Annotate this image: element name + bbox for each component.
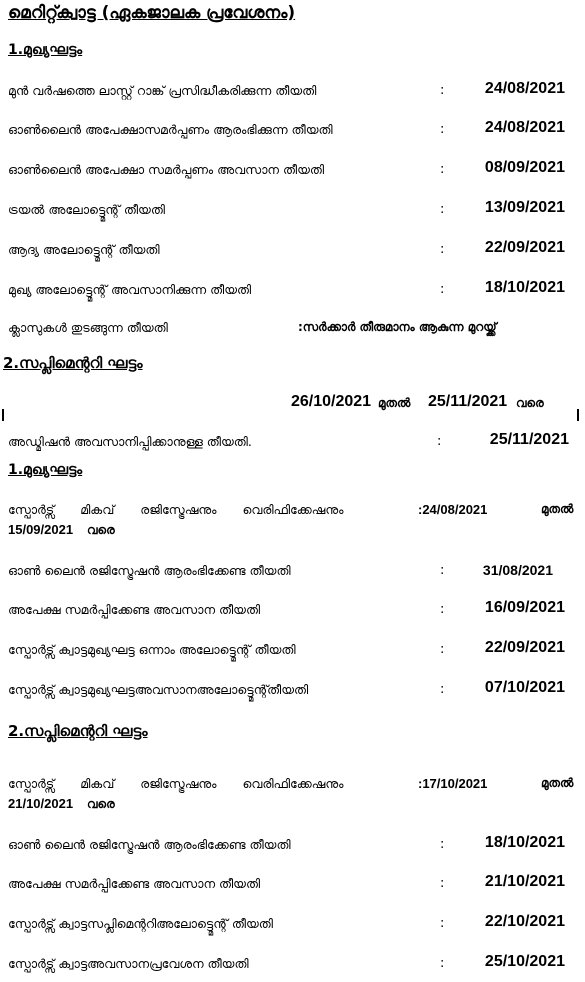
sports-supp-reg-from-date: :17/10/2021 (418, 776, 488, 791)
sports-supp-row-label: അപേക്ഷ സമർപ്പിക്കേണ്ട അവസാന തീയതി (8, 876, 261, 891)
sports-row-colon: : (440, 642, 445, 657)
sports-reg-from-date: :24/08/2021 (418, 502, 488, 517)
sports-supp-row-label: സ്പോർട്സ് ക്വാട്ടഅവസാനപ്രവേശന തീയതി (8, 956, 249, 971)
sports-row-colon: : (440, 602, 445, 617)
sports-supp-row-colon: : (440, 956, 445, 971)
sports-supp-row-label: സ്പോർട്സ് ക്വാട്ടസപ്ലിമെന്ററിഅലോട്ട്മെന്റ് തീയതി (8, 916, 273, 931)
merit-row-colon: : (440, 282, 445, 297)
sports-supp-row-date: 22/10/2021 (484, 913, 565, 930)
left-edge-mark (2, 409, 4, 421)
merit-supp-to-date: 25/11/2021 (428, 393, 508, 410)
merit-row-label: മുഖ്യ അലോട്ട്മെന്റ് അവസാനിക്കുന്ന തീയതി (8, 282, 252, 297)
merit-row-colon: : (440, 83, 445, 98)
class-start-label: ക്ലാസുകൾ തുടങ്ങുന്ന തീയതി (8, 320, 168, 335)
merit-supp-heading: 2.സപ്ലിമെന്ററി ഘട്ടം (3, 354, 143, 372)
merit-row-label: മുൻ വർഷത്തെ ലാസ്റ്റ് റാങ്ക് പ്രസിദ്ധീകരിക്കുന്ന തീയതി (8, 83, 317, 98)
merit-main-heading: 1.മുഖ്യഘട്ടം (8, 42, 83, 58)
merit-row-label: ആദ്യ അലോട്ട്മെന്റ് തീയതി (8, 242, 160, 257)
class-start-value: :സർക്കാർ തീരുമാനം ആകുന്ന മുറയ്ക്ക് (298, 320, 497, 334)
sports-supp-row-date: 21/10/2021 (484, 873, 565, 890)
merit-row-label: ട്രയൽ അലോട്ട്മെന്റ് തീയതി (8, 202, 165, 217)
sports-supp-reg-to-word: വരെ (87, 797, 115, 811)
sports-row-label: ഓൺ ലൈൻ രജിസ്ട്രേഷൻ ആരംഭിക്കേണ്ട തീയതി (8, 563, 291, 578)
sports-supp-reg-from-word: മുതൽ (541, 776, 574, 790)
sports-reg-from-word: മുതൽ (541, 502, 574, 516)
sports-supp-reg-label: സ്പോർട്സ് മികവ് രജിസ്ട്രേഷനും വെരിഫിക്കേഷനും (8, 776, 344, 791)
sports-supp-row-label: ഓൺ ലൈൻ രജിസ്ട്രേഷൻ ആരംഭിക്കേണ്ട തീയതി (8, 837, 291, 852)
admission-end-date: 25/11/2021 (489, 431, 569, 448)
admission-end-label: അഡ്മിഷൻ അവസാനിപ്പിക്കാനുള്ള തീയതി. (8, 434, 252, 449)
page-title: മെറിറ്റ്ക്വാട്ട (ഏകജാലക പ്രവേശനം) (8, 3, 296, 23)
admission-end-colon: : (437, 434, 442, 449)
merit-row-colon: : (440, 242, 445, 257)
merit-supp-from-date: 26/10/2021 (291, 393, 372, 410)
sports-row-date: 22/09/2021 (484, 639, 565, 656)
sports-row-date: 16/09/2021 (484, 599, 565, 616)
merit-supp-to-word: വരെ (516, 396, 544, 410)
sports-supp-reg-to-date: 21/10/2021 (8, 796, 74, 811)
merit-row-label: ഓൺലൈൻ അപേക്ഷാസമർപ്പണം ആരംഭിക്കുന്ന തീയതി (8, 122, 333, 137)
merit-row-date: 08/09/2021 (484, 159, 565, 176)
merit-row-date: 18/10/2021 (484, 279, 565, 296)
sports-row-label: സ്പോർട്സ് ക്വാട്ടമുഖ്യഘട്ട ഒന്നാം അലോട്ട്മെന്റ് തീയതി (8, 642, 296, 657)
sports-supp-row-date: 25/10/2021 (484, 953, 565, 970)
sports-reg-label: സ്പോർട്സ് മികവ് രജിസ്ട്രേഷനും വെരിഫിക്കേഷനും (8, 502, 344, 517)
sports-row-date: 07/10/2021 (484, 679, 565, 696)
merit-row-date: 13/09/2021 (484, 199, 565, 216)
merit-row-date: 24/08/2021 (484, 119, 565, 136)
merit-row-date: 22/09/2021 (484, 239, 565, 256)
sports-supp-row-colon: : (440, 916, 445, 931)
merit-row-colon: : (440, 202, 445, 217)
sports-reg-to-date: 15/09/2021 (8, 522, 74, 537)
sports-row-colon: : (440, 563, 445, 578)
merit-row-colon: : (440, 122, 445, 137)
merit-row-label: ഓൺലൈൻ അപേക്ഷാ സമർപ്പണം അവസാന തീയതി (8, 162, 325, 177)
sports-supp-row-date: 18/10/2021 (484, 834, 565, 851)
sports-row-date: 31/08/2021 (482, 562, 553, 578)
merit-row-date: 24/08/2021 (484, 80, 565, 97)
sports-supp-row-colon: : (440, 837, 445, 852)
sports-supp-heading: 2.സപ്ലിമെന്ററി ഘട്ടം (8, 722, 148, 740)
sports-row-colon: : (440, 682, 445, 697)
right-edge-mark (577, 409, 579, 421)
sports-supp-row-colon: : (440, 876, 445, 891)
sports-row-label: അപേക്ഷ സമർപ്പിക്കേണ്ട അവസാന തീയതി (8, 602, 261, 617)
sports-row-label: സ്പോർട്സ് ക്വാട്ടമുഖ്യഘട്ടഅവസാനഅലോട്ട്മെന്റ്തീയതി (8, 682, 309, 697)
merit-row-colon: : (440, 162, 445, 177)
sports-reg-to-word: വരെ (87, 523, 115, 537)
sports-main-heading: 1.മുഖ്യഘട്ടം (8, 462, 83, 478)
merit-supp-from-word: മുതൽ (378, 396, 411, 410)
